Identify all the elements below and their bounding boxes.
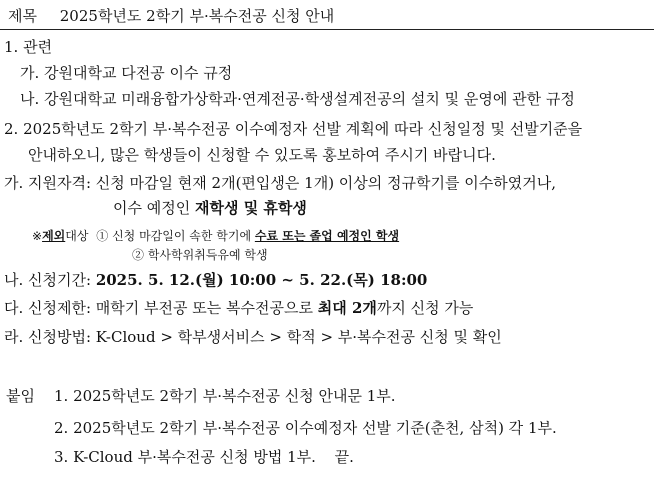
section1-heading: 1. 관련: [4, 38, 53, 56]
document-title: [8, 6, 334, 26]
attachment-item-3-text: 3. K-Cloud 부·복수전공 신청 방법 1부.: [54, 448, 316, 466]
attachment-item-2: 2. 2025학년도 2학기 부·복수전공 이수예정자 선발 기준(춘천, 삼척) 각 1부.: [54, 419, 557, 437]
qualification-line1: 가. 지원자격: 신청 마감일 현재 2개(편입생은 1개) 이상의 정규학기를 이수하였거나,: [4, 174, 556, 192]
title-text: 2025학년도 2학기 부·복수전공 신청 안내: [59, 7, 335, 25]
application-method: 라. 신청방법: K-Cloud > 학부생서비스 > 학적 > 부·복수전공 신청 및 확인: [4, 328, 502, 346]
qualification-line2: [113, 198, 307, 218]
exclusion1-prefix: ① 신청 마감일이 속한 학기에: [96, 229, 255, 243]
attachment-item-1: 1. 2025학년도 2학기 부·복수전공 신청 안내문 1부.: [54, 387, 396, 405]
period-value: 2025. 5. 12.(월) 10:00 ~ 5. 22.(목) 18:00: [95, 271, 428, 289]
end-mark: 끝.: [334, 448, 354, 466]
qualification-line2-bold: 재학생 및 휴학생: [195, 199, 307, 217]
attachment-item-3: [54, 447, 354, 467]
period-label: 나. 신청기간:: [4, 271, 96, 289]
exclusion-label: 제외: [42, 229, 66, 243]
section2-line1: 2. 2025학년도 2학기 부·복수전공 이수예정자 선발 계획에 따라 신청일정 및 선발기준을: [4, 120, 583, 138]
limit-bold: 최대 2개: [317, 299, 377, 317]
qualification-line2-prefix: 이수 예정인: [113, 199, 195, 217]
section1-item-na: 나. 강원대학교 미래융합가상학과·연계전공·학생설계전공의 설치 및 운영에 관한 규정: [20, 90, 575, 108]
limit-suffix: 까지 신청 가능: [376, 299, 474, 317]
exclusion-line2: ② 학사학위취득유예 학생: [132, 248, 268, 262]
exclusion-label-suffix: 대상: [65, 229, 89, 243]
exclusion-mark: ※: [32, 229, 43, 243]
exclusion1-underlined: 수료 또는 졸업 예정인 학생: [254, 229, 400, 243]
limit-prefix: 다. 신청제한: 매학기 부전공 또는 복수전공으로: [4, 299, 318, 317]
attachments-label: 붙임: [6, 387, 35, 405]
exclusion-line1: [32, 228, 399, 244]
title-divider: [0, 29, 654, 30]
title-label: 제목: [8, 7, 37, 25]
application-period: [4, 270, 427, 290]
section1-item-ga: 가. 강원대학교 다전공 이수 규정: [20, 64, 233, 82]
application-limit: [4, 298, 473, 318]
section2-line2: 안내하오니, 많은 학생들이 신청할 수 있도록 홍보하여 주시기 바랍니다.: [28, 146, 496, 164]
